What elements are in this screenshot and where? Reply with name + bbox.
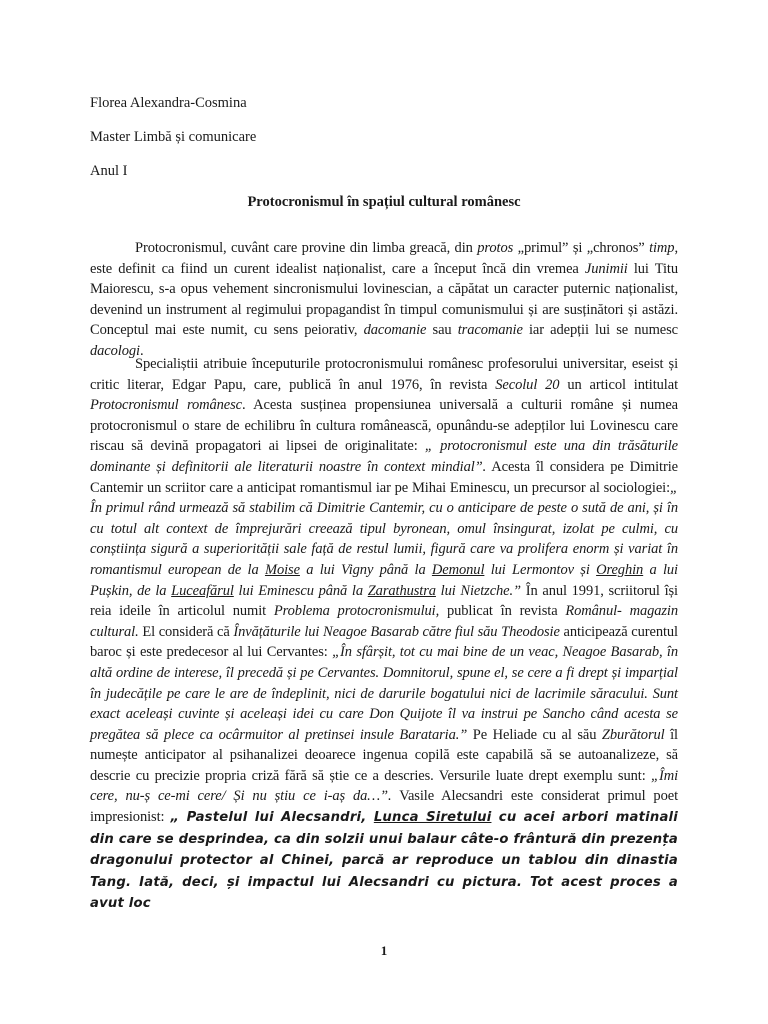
paragraph-2: Specialiștii atribuie începuturile protocronismului românesc profesorului universitar, eseist și critic literar, Edgar Papu, care, publică în anul 1976, în revista Secolul 20 un articol intitulat Protocronismul românesc. Acesta susținea propensiunea universală a culturii române și numea protocronismul o stare de echilibru în cultura românească, opunându-se adepților lui Lovinescu care riscau să devină propagatori ai lipsei de originalitate: „ protocronismul este una din trăsăturile dominante și definitorii ale literaturii noastre în context mindial”. Acesta îl considera pe Dimitrie Cantemir un scriitor care a anticipat romantismul iar pe Mihai Eminescu, un precursor al sociologiei:„ În primul rând urmează să stabilim că Dimitrie Cantemir, cu o anticipare de peste o sută de ani, și în cu totul alt context de împrejurări creează tipul byronean, omul însingurat, izolat pe culmi, cu conștiința sigură a superiorității sale față de restul lumii, figură care va prolifera enorm și variat în romantismul european de la Moise a lui Vigny până la Demonul lui Lermontov și Oreghin a lui Pușkin, de la Luceafărul lui Eminescu până la Zarathustra lui Nietzche.” În anul 1991, scriitorul își reia ideile în articolul numit Problema protocronismului, publicat în revista Românul- magazin cultural. El consideră că Învățăturile lui Neagoe Basarab către fiul său Theodosie anticipează curentul baroc și este predecesor al lui Cervantes: „În sfârșit, tot cu mai bine de un veac, Neagoe Basarab, în altă ordine de interese, îl precedă și pe Cervantes. Domnitorul, spune el, se cere a fi drept și imparțial în judecățile pe care le are de îndeplinit, nici de darurile bogatului nici de lacrimile săracului. Sunt exact aceleași cuvinte și aceleași idei cu care Don Quijote îl va instrui pe Sancho când acesta se pregătea să plece ca ocârmuitor al pretinsei insule Barataria.” Pe Heliade cu al său Zburătorul îl numește anticipator al psihanalizei deoarece ingenua copilă este capabilă să se autoanalizeze, să descrie cu precizie propria criză fără să știe ce a descries. Versurile luate drept exemplu sunt: „Îmi cere, nu-ș ce-mi cere/ Și nu știu ce i-aș da…”. Vasile Alecsandri este considerat primul poet impresionist: „ Pastelul lui Alecsandri, Lunca Siretului cu acei arbori matinali din care se desprindea, ca din solzii unui balaur câte-o frântură din prezența dragonului protector al Chinei, parcă ar reproduce un tablou din dinastia Tang. Iată, deci, și impactul lui Alecsandri cu pictura. Tot acest proces a avut loc: [90, 356, 679, 912]
page-number: 1: [380, 943, 388, 958]
program-name: Master Limbă și comunicare: [90, 129, 257, 145]
quote-cantemir: „ În primul rând urmează să stabilim că Dimitrie Cantemir, cu o anticipare de peste o sută de ani, și în cu totul alt context de împrejurări creează tipul byronean, omul însingurat, izolat pe culmi, cu conștiința sigură a superiorității sale față de restul lumii, figură care va prolifera enorm și variat în romantismul european de la: [90, 479, 678, 578]
author-name: Florea Alexandra-Cosmina: [90, 95, 247, 111]
quote-cervantes: „În sfârșit, tot cu mai bine de un veac, Neagoe Basarab, în altă ordine de interese, îl precedă și pe Cervantes. Domnitorul, spune el, se cere a fi drept și imparțial în judecățile pe care le are de îndeplinit, nici de darurile bogatului nici de lacrimile săracului. Sunt exact aceleași cuvinte și aceleași idei cu care Don Quijote îl va instrui pe Sancho când acesta se pregătea să plece ca ocârmuitor al pretinsei insule Barataria.”: [90, 644, 678, 743]
study-year: Anul I: [90, 163, 128, 179]
document-title: Protocronismul în spațiul cultural românesc: [247, 194, 521, 210]
quote-papu: „ protocronismul este una din trăsăturile dominante și definitorii ale literaturii noastre în context mindial”.: [90, 438, 678, 475]
quote-heliade: „Îmi cere, nu-ș ce-mi cere/ Și nu știu ce i-aș da…”.: [90, 767, 678, 805]
paragraph-1: Protocronismul, cuvânt care provine din limba greacă, din protos „primul” și „chronos” timp, este definit ca fiind un curent idealist naționalist, care a început încă din vremea Junimii lui Titu Maiorescu, s-a opus vehement sincronismului lovinescian, a căpătat un caracter puternic naționalist, devenind un instrument al regimului propagandist în timpul comunismului și are susținători și astăzi. Conceptul mai este numit, cu sens peiorativ, dacomanie sau tracomanie iar adepții lui se numesc dacologi.: [90, 240, 678, 359]
quote-alecsandri: „ Pastelul lui Alecsandri,: [170, 810, 374, 826]
